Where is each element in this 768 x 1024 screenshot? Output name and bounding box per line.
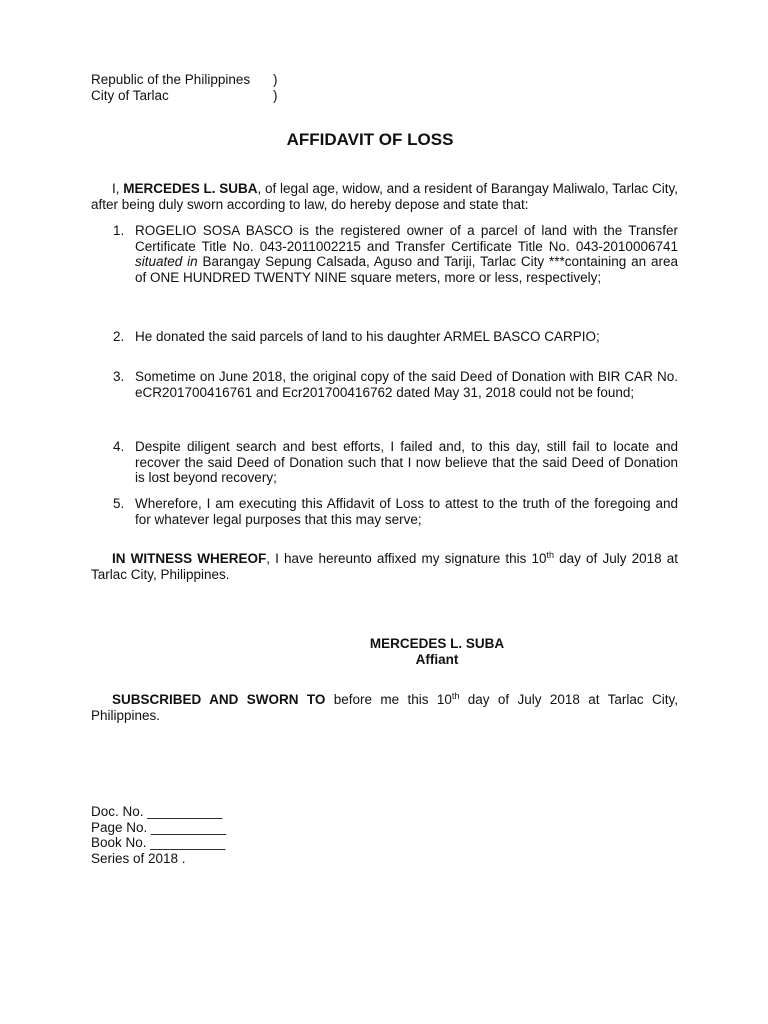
witness-heading: IN WITNESS WHEREOF — [112, 551, 267, 566]
venue-block — [91, 72, 278, 103]
item-1-text-post: Barangay Sepung Calsada, Aguso and Tariji, Tarlac City ***containing an area of ONE HUNDRED TWENTY NINE square meters, more or less, respectively; — [135, 254, 678, 285]
jurat-heading: SUBSCRIBED AND SWORN TO — [112, 692, 326, 707]
jurat-sup: th — [451, 691, 460, 701]
affiant-name: MERCEDES L. SUBA — [369, 636, 505, 651]
item-1-text-italic: situated in — [135, 254, 198, 269]
notarial-register-block — [91, 804, 226, 866]
book-number: Book No. __________ — [91, 835, 226, 850]
witness-paragraph — [91, 551, 678, 582]
list-item-text: Despite diligent search and best efforts, I failed and, to this day, still fail to locate and recover the said Deed of Donation such that I now believe that the said Deed of Donation is lost beyond recovery; — [135, 439, 678, 485]
venue-city-line — [91, 88, 278, 104]
page-number: Page No. __________ — [91, 819, 227, 835]
venue-republic: Republic of the Philippines — [91, 72, 251, 87]
item-1-text-pre: ROGELIO SOSA BASCO is the registered owner of a parcel of land with the Transfer Certificate Title No. 043-2011002215 and Transfer Certificate Title No. 043-2010006741 — [135, 223, 678, 254]
venue-paren: ) — [273, 72, 278, 87]
venue-city: City of Tarlac — [91, 87, 169, 103]
jurat-post: day of July 2018 at Tarlac City, Philippines. — [91, 692, 678, 723]
jurat-paragraph — [91, 692, 678, 723]
witness-sup: th — [546, 550, 555, 560]
signature-block — [362, 636, 512, 667]
list-item-1 — [113, 223, 678, 285]
list-item-text: He donated the said parcels of land to his daughter ARMEL BASCO CARPIO; — [135, 329, 600, 344]
document-title: AFFIDAVIT OF LOSS — [286, 130, 454, 149]
venue-paren: ) — [273, 87, 278, 103]
witness-post: day of July 2018 at Tarlac City, Philippines. — [91, 551, 679, 582]
list-item-text: Sometime on June 2018, the original copy of the said Deed of Donation with BIR CAR No. eCR201700416761 and Ecr201700416762 dated May 31, 2018 could not be found; — [135, 369, 678, 400]
list-item-2 — [113, 329, 678, 345]
doc-number: Doc. No. __________ — [91, 804, 223, 819]
intro-post: , of legal age, widow, and a resident of Barangay Maliwalo, Tarlac City, after being duly sworn according to law, do hereby depose and state that: — [91, 181, 679, 212]
list-item-number: 3. — [113, 369, 125, 384]
jurat-pre: before me this 10 — [325, 692, 452, 707]
venue-republic-line — [91, 72, 278, 88]
series-year: Series of 2018 . — [91, 850, 186, 866]
list-item-4 — [113, 439, 678, 486]
list-item-3 — [113, 369, 678, 400]
affiant-role: Affiant — [415, 651, 459, 667]
list-item-text — [135, 223, 678, 285]
list-item-5 — [113, 496, 678, 527]
list-item-number: 2. — [113, 329, 125, 344]
intro-paragraph — [91, 181, 678, 212]
list-item-text: Wherefore, I am executing this Affidavit of Loss to attest to the truth of the foregoing and for whatever legal purposes that this may serve; — [135, 496, 678, 527]
list-item-number: 1. — [113, 223, 125, 238]
affiant-name-inline: MERCEDES L. SUBA — [123, 181, 258, 196]
list-item-number: 4. — [113, 439, 125, 454]
witness-pre: , I have hereunto affixed my signature this 10 — [266, 551, 547, 566]
list-item-number: 5. — [113, 496, 125, 511]
intro-pre: I, — [112, 181, 124, 196]
